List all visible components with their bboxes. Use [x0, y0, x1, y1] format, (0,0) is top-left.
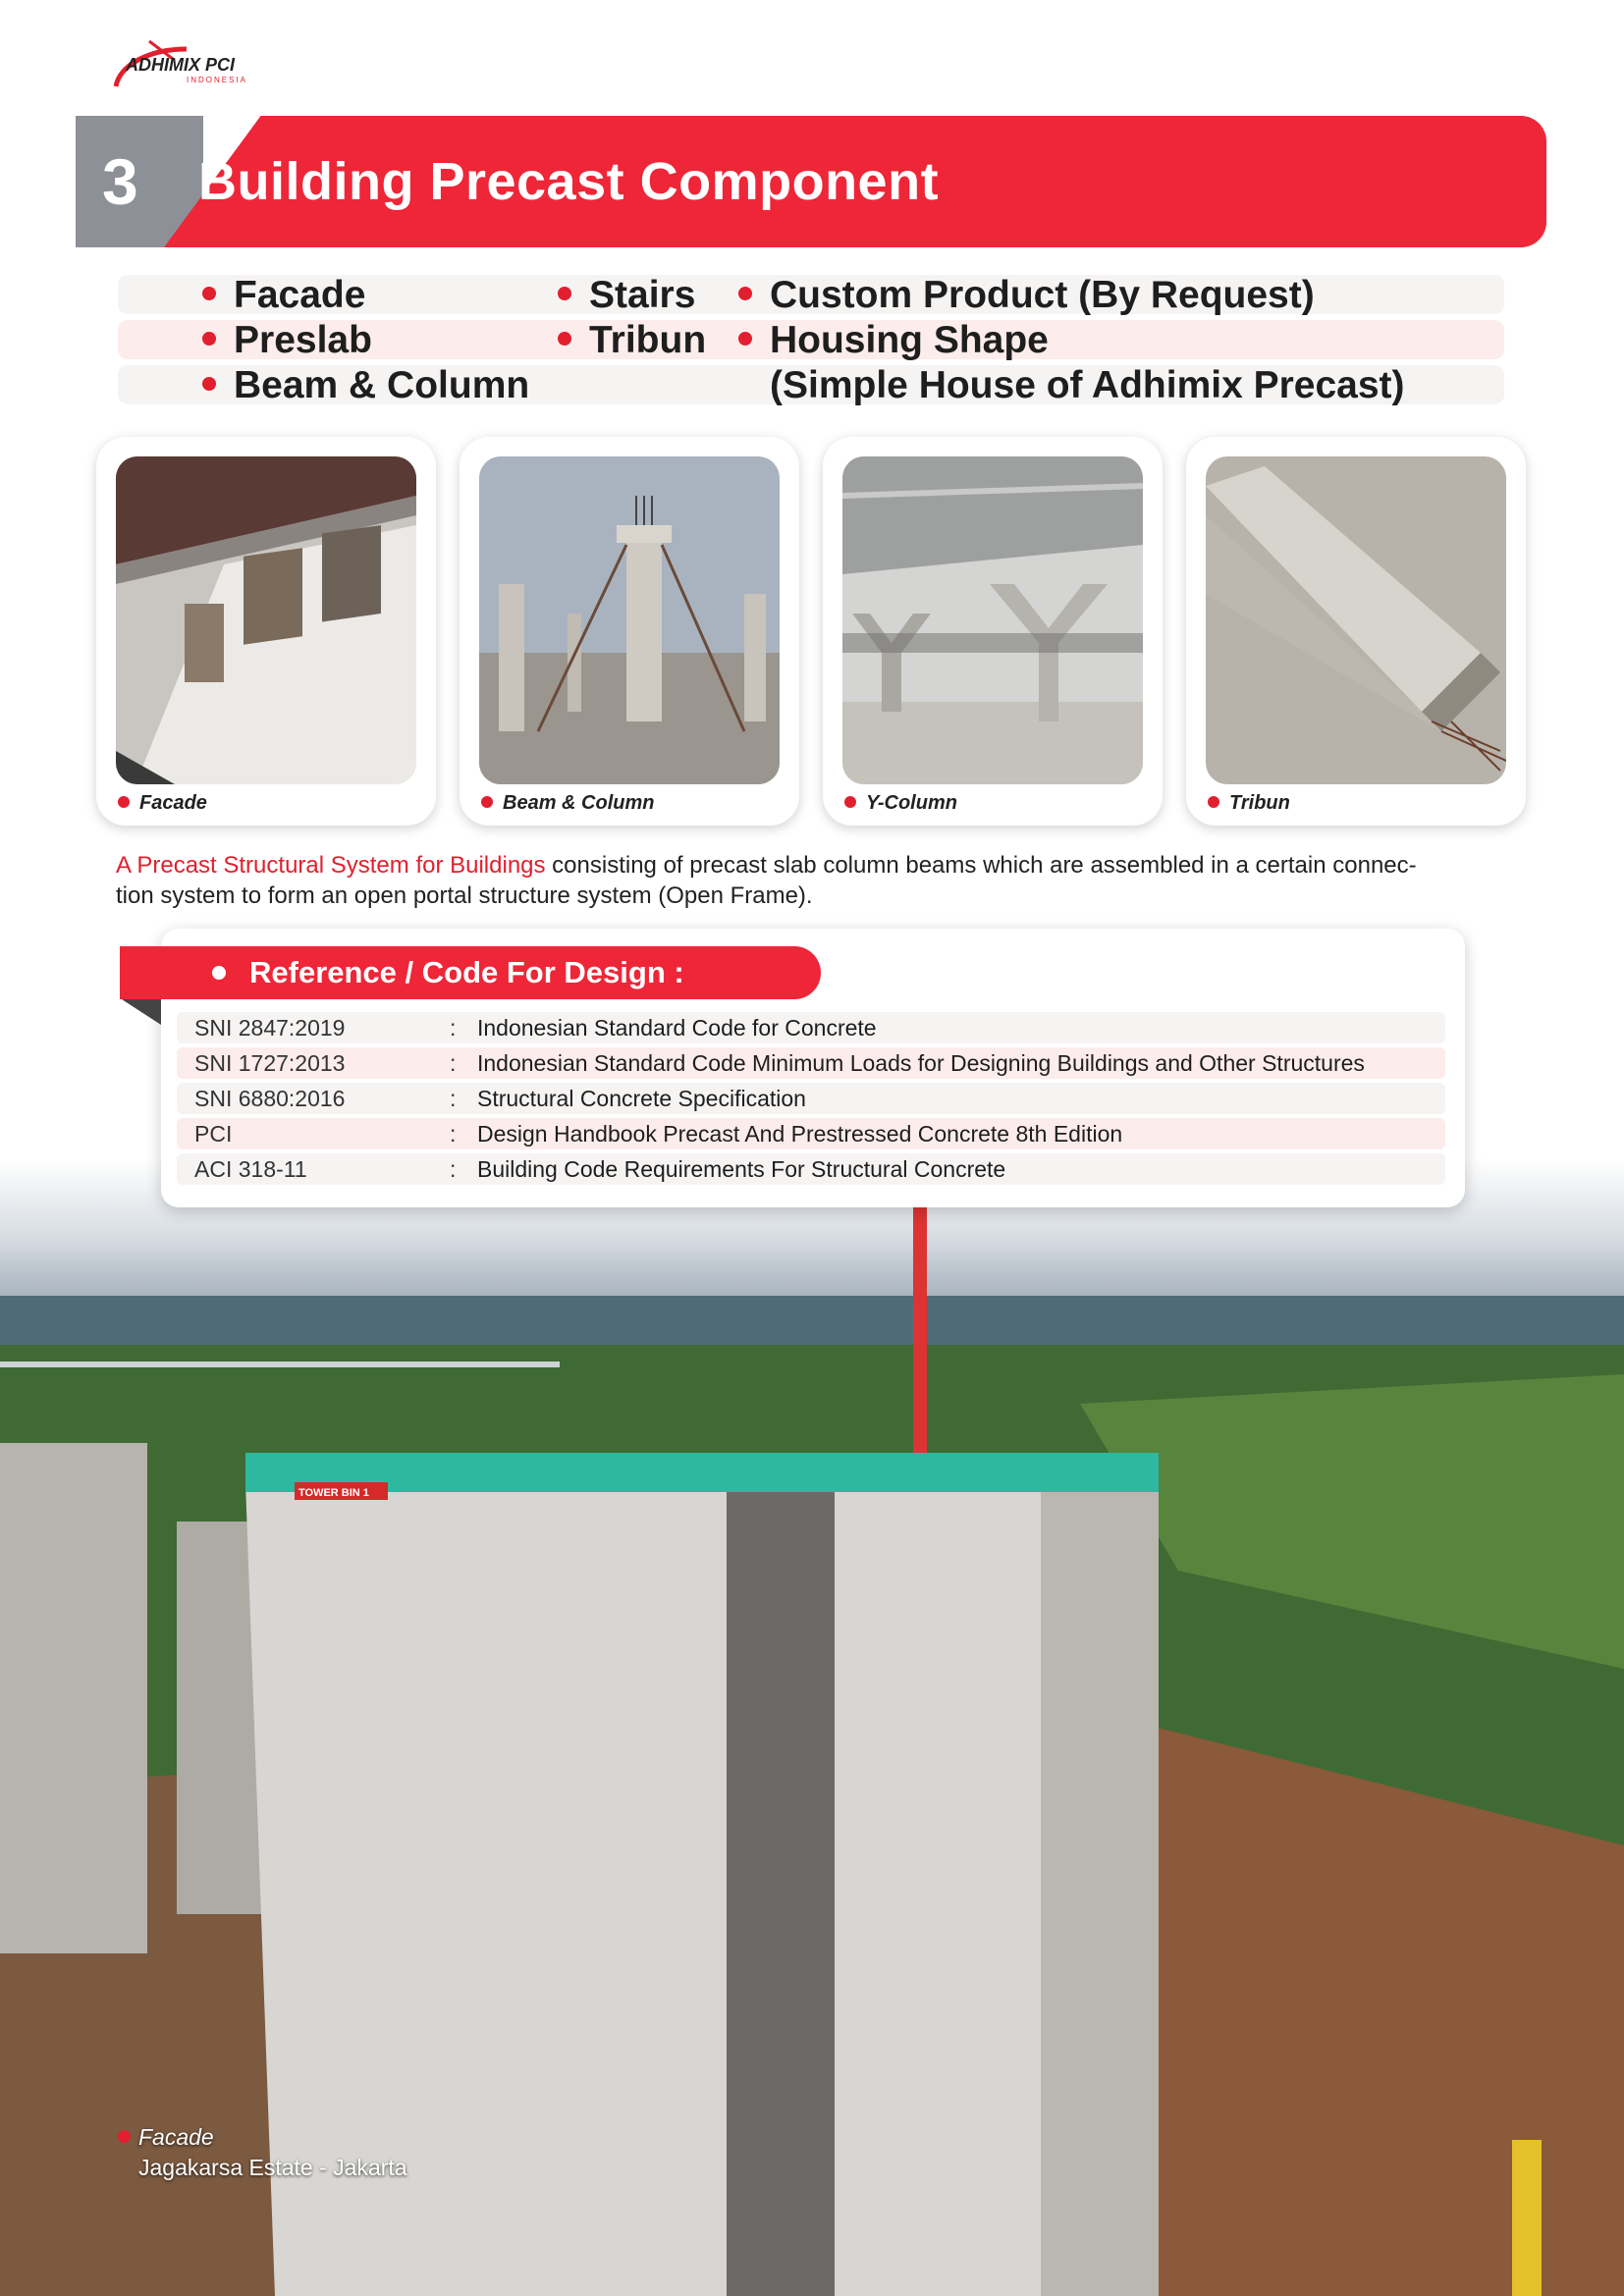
bullet-dot-icon — [202, 332, 216, 346]
photo-cards — [96, 437, 1530, 829]
reference-text: Indonesian Standard Code for Concrete — [477, 1015, 877, 1041]
reference-text: Indonesian Standard Code Minimum Loads for Designing Buildings and Other Structures — [477, 1050, 1365, 1076]
reference-table — [177, 1012, 1445, 1189]
list-item-tribun: Tribun — [558, 318, 706, 363]
reference-colon: : — [450, 1121, 457, 1147]
list-item-facade: Facade — [202, 273, 365, 318]
reference-code: ACI 318-11 — [194, 1156, 307, 1182]
list-item-custom-product: Custom Product (By Request) — [738, 273, 1315, 318]
bullet-dot-icon — [118, 2130, 131, 2143]
section-header — [76, 116, 1546, 247]
list-item-housing-shape-note: (Simple House of Adhimix Precast) — [770, 364, 1405, 406]
bullet-dot-icon — [738, 287, 752, 300]
bullet-dot-icon — [558, 287, 571, 300]
bullet-dot-icon — [202, 287, 216, 300]
list-item-stairs: Stairs — [558, 273, 695, 318]
tribun-photo — [1206, 456, 1506, 784]
reference-row — [177, 1153, 1445, 1185]
reference-colon: : — [450, 1015, 457, 1041]
logo-subtext: INDONESIA — [187, 76, 247, 84]
hero-caption — [118, 2122, 407, 2183]
photo-card — [96, 437, 436, 826]
list-item-preslab: Preslab — [202, 318, 372, 363]
list-item-beam-column: Beam & Column — [202, 363, 529, 408]
reference-code: SNI 6880:2016 — [194, 1086, 346, 1111]
hero-caption-location: Jagakarsa Estate - Jakarta — [138, 2155, 407, 2180]
reference-text: Building Code Requirements For Structural Concrete — [477, 1156, 1006, 1182]
reference-title: Reference / Code For Design : — [249, 955, 684, 989]
reference-code: SNI 2847:2019 — [194, 1015, 346, 1041]
reference-row — [177, 1047, 1445, 1079]
bullet-dot-icon — [844, 796, 856, 808]
reference-row — [177, 1012, 1445, 1043]
tower-sign: TOWER BIN 1 — [298, 1487, 369, 1499]
y-column-photo — [842, 456, 1143, 784]
description-text: consisting of precast slab column beams which are assembled in a certain connec- — [545, 852, 1417, 879]
photo-caption: Tribun — [1208, 790, 1290, 816]
reference-colon: : — [450, 1086, 457, 1111]
description-paragraph — [116, 850, 1510, 911]
bullet-dot-icon — [481, 796, 493, 808]
logo-text: ADHIMIX PCI — [126, 55, 236, 75]
reference-text: Design Handbook Precast And Prestressed Concrete 8th Edition — [477, 1121, 1123, 1147]
bullet-dot-icon — [1208, 796, 1219, 808]
beam-column-photo — [479, 456, 780, 784]
description-highlight: A Precast Structural System for Buildings — [116, 852, 546, 879]
reference-colon: : — [450, 1156, 457, 1182]
photo-card — [1186, 437, 1526, 826]
photo-card — [460, 437, 799, 826]
bullet-dot-icon — [118, 796, 130, 808]
bullet-dot-icon — [738, 332, 752, 346]
reference-row — [177, 1118, 1445, 1149]
photo-caption: Beam & Column — [481, 790, 654, 816]
bullet-dot-icon — [558, 332, 571, 346]
bullet-dot-icon — [202, 377, 216, 391]
reference-row — [177, 1083, 1445, 1114]
photo-caption: Y-Column — [844, 790, 957, 816]
component-list — [118, 273, 1504, 410]
ribbon-fold — [122, 999, 161, 1025]
reference-code: SNI 1727:2013 — [194, 1050, 346, 1076]
reference-code: PCI — [194, 1121, 233, 1147]
bullet-dot-icon — [212, 966, 226, 980]
section-number: 3 — [76, 116, 203, 247]
description-text: tion system to form an open portal structure system (Open Frame). — [116, 882, 813, 909]
hero-caption-title: Facade — [138, 2124, 214, 2150]
reference-text: Structural Concrete Specification — [477, 1086, 806, 1111]
list-item-housing-shape: Housing Shape — [738, 318, 1049, 363]
photo-card — [823, 437, 1163, 826]
company-logo — [110, 29, 247, 94]
section-title: Building Precast Component — [198, 152, 940, 211]
facade-photo — [116, 456, 416, 784]
reference-heading — [120, 946, 821, 999]
reference-colon: : — [450, 1050, 457, 1076]
photo-caption: Facade — [118, 790, 207, 816]
